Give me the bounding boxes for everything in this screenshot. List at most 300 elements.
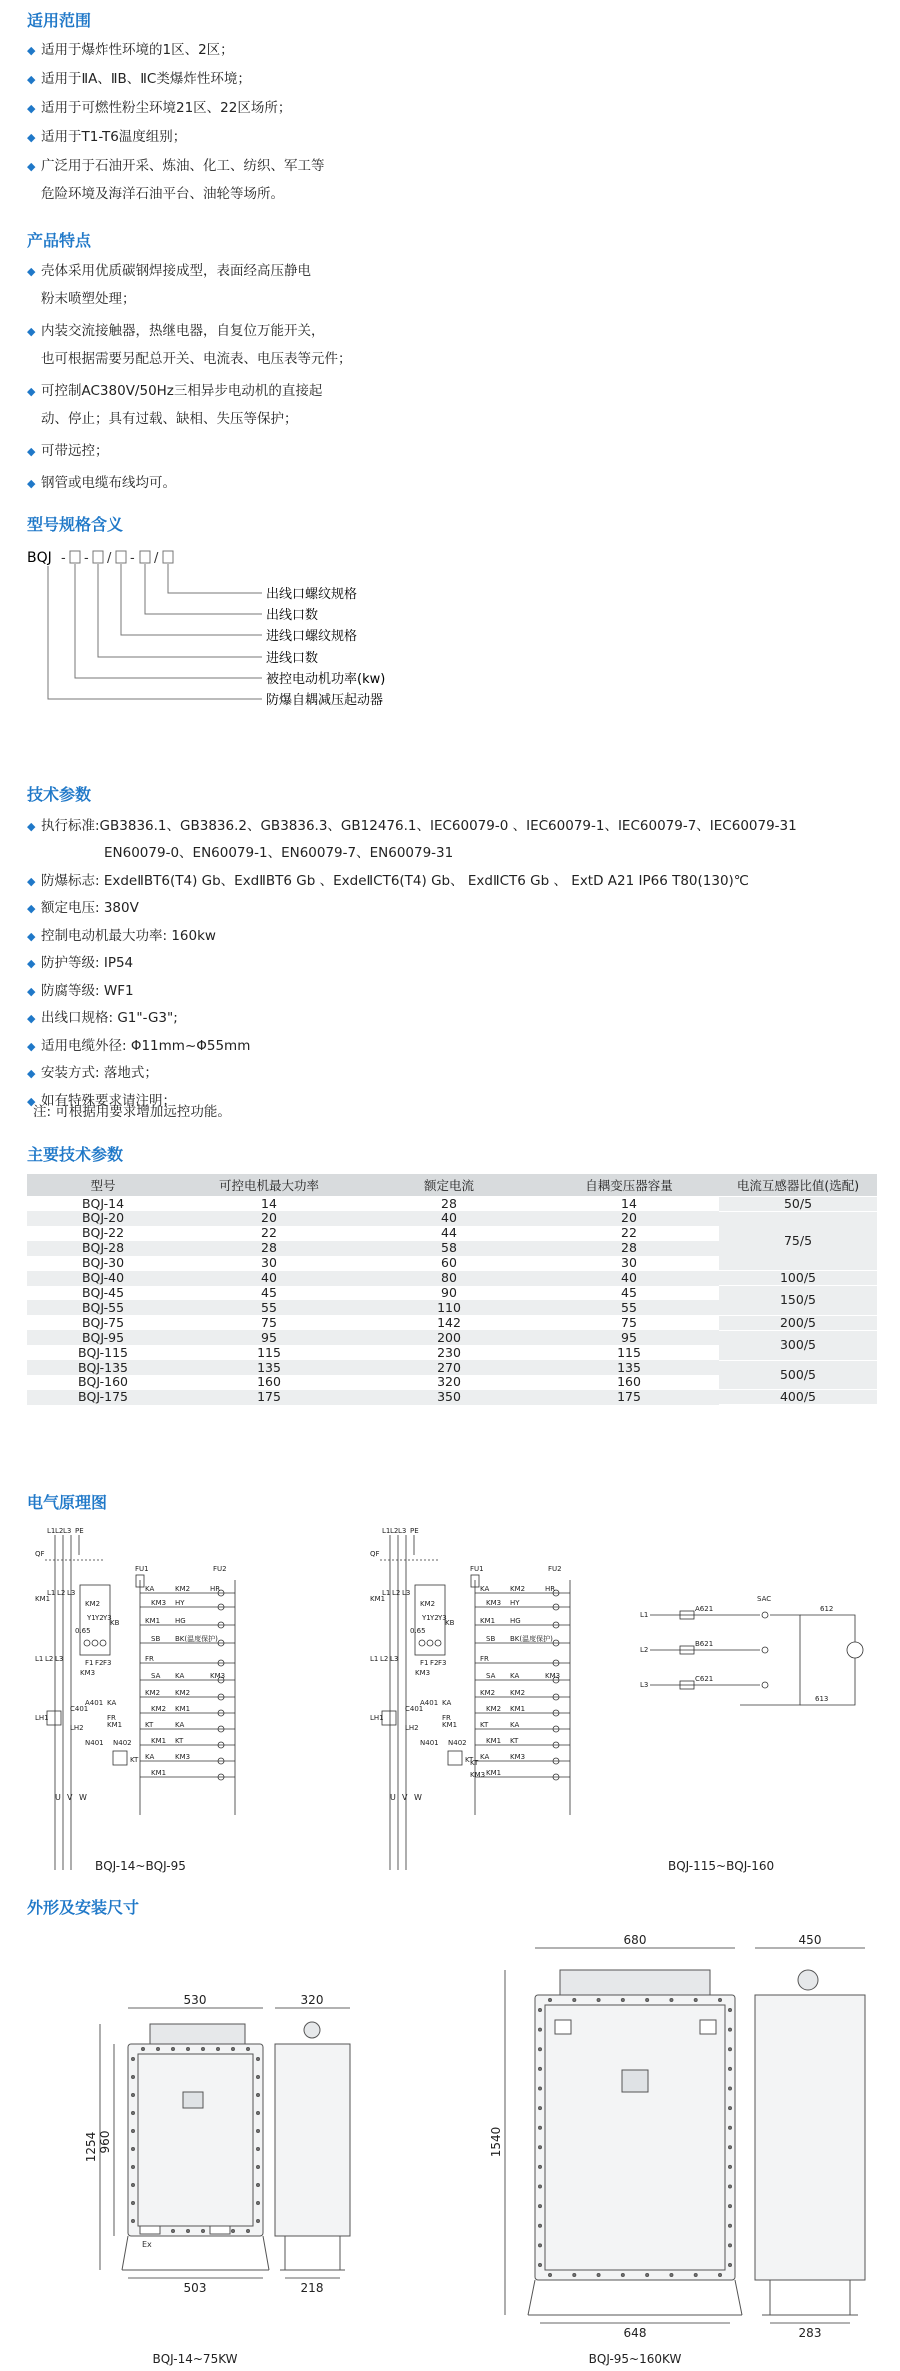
cable-gland-box	[560, 1970, 710, 1995]
schematic-heading: 电气原理图	[27, 1493, 108, 1512]
scope-item-text: 广泛用于石油开采、炼油、化工、纺织、军工等	[41, 158, 325, 174]
dimension-label: 503	[183, 2281, 207, 2295]
svg-text:-: -	[130, 551, 135, 566]
schematic-label: L2	[57, 1589, 66, 1597]
bullet-icon: ◆	[27, 445, 36, 458]
tech-item	[27, 953, 133, 974]
table-cell: BQJ-95	[27, 1330, 179, 1345]
diagram-line	[729, 2048, 732, 2051]
schematic-label: V	[67, 1793, 73, 1802]
bullet-icon: ◆	[27, 160, 36, 173]
diagram-line	[84, 1640, 90, 1646]
diagram-line	[128, 2044, 263, 2236]
schematic-label: L2	[55, 1527, 64, 1535]
table-cell: 90	[441, 1285, 457, 1300]
ct-ratio-cell: 150/5	[719, 1286, 877, 1316]
schematic-label: L3	[55, 1655, 64, 1663]
schematic-label: HY	[510, 1599, 520, 1607]
diagram-line	[132, 2112, 135, 2115]
table-cell: 200	[359, 1330, 539, 1345]
table-cell: BQJ-175	[27, 1390, 179, 1405]
tech-item	[27, 816, 797, 837]
schematic-label: QF	[370, 1550, 380, 1558]
schematic-label: L2	[390, 1527, 399, 1535]
schematic-label: KA	[175, 1672, 185, 1680]
diagram-line	[132, 2148, 135, 2151]
scope-item-text: 适用于ⅡA、ⅡB、ⅡC类爆炸性环境；	[41, 71, 251, 87]
features-item	[27, 321, 325, 342]
schematic-label: Y3	[103, 1614, 112, 1622]
table-row	[27, 1390, 877, 1405]
features-item	[27, 441, 109, 462]
features-item-continuation: 也可根据需要另配总开关、电流表、电压表等元件；	[41, 351, 352, 367]
gland-icon	[304, 2022, 320, 2038]
table-cell: 55	[179, 1300, 359, 1315]
schematic-label: KA	[510, 1672, 520, 1680]
schematic-label: FR	[480, 1655, 489, 1663]
schematic-label: KM1	[151, 1769, 167, 1777]
bullet-icon: ◆	[27, 102, 36, 115]
schematic-label: L3	[640, 1681, 649, 1689]
diagram-line	[539, 2107, 542, 2110]
bullet-icon: ◆	[27, 1067, 36, 1080]
diagram-line	[435, 1640, 441, 1646]
schematic-label: KM2	[420, 1600, 436, 1608]
diagram-line	[257, 2202, 260, 2205]
tech-item-text: 执行标准:GB3836.1、GB3836.2、GB3836.3、GB12476.1、IEC60079-0 、IEC60079-1、IEC60079-7、IEC60079-31	[41, 818, 797, 834]
schematic-label: HR	[210, 1585, 221, 1593]
diagram-line	[539, 2185, 542, 2188]
ct-ratio-cell: 500/5	[719, 1360, 877, 1390]
diagram-line	[729, 2165, 732, 2168]
diagram-line	[539, 2028, 542, 2031]
model-label-4: 进线口数	[266, 651, 319, 666]
table-header-cell: 型号	[27, 1174, 179, 1196]
diagram-line	[132, 2094, 135, 2097]
schematic-label: F1	[420, 1659, 429, 1667]
diagram-line	[257, 2112, 260, 2115]
schematic-label: N402	[448, 1739, 467, 1747]
table-cell: 20	[539, 1211, 719, 1226]
diagram-line	[729, 2185, 732, 2188]
side-stand	[762, 2280, 858, 2315]
diagram-line	[573, 1999, 576, 2002]
schematic-label: A401	[85, 1699, 104, 1707]
schematic-label: 0.65	[410, 1627, 426, 1635]
diagram-line	[729, 2126, 732, 2129]
bullet-icon: ◆	[27, 929, 36, 943]
diagram-line	[539, 2224, 542, 2227]
table-cell: 22	[261, 1225, 277, 1241]
table-cell: 110	[359, 1300, 539, 1315]
diagram-line	[100, 1640, 106, 1646]
scope-item-continuation: 危险环境及海洋石油平台、油轮等场所。	[41, 186, 284, 202]
diagram-line	[257, 2148, 260, 2151]
schematic-label: KM1	[442, 1721, 458, 1729]
features-item-text: 钢管或电缆布线均可。	[41, 475, 176, 491]
table-header-cell: 电流互感器比值(选配)	[719, 1174, 877, 1196]
model-label-1: 出线口螺纹规格	[266, 587, 358, 602]
schematic-label: L1	[35, 1655, 44, 1663]
table-cell: BQJ-28	[27, 1241, 179, 1256]
bullet-icon: ◆	[27, 984, 36, 998]
schematic-label: KM2	[175, 1585, 191, 1593]
tech-item-text: 如有特殊要求请注明；	[41, 1092, 176, 1109]
diagram-line	[597, 1999, 600, 2002]
diagram-line	[762, 1612, 768, 1618]
table-header-cell: 额定电流	[359, 1174, 539, 1196]
tech-item	[27, 1008, 178, 1029]
schematic-label: FU1	[470, 1565, 484, 1573]
side-stand	[280, 2236, 345, 2270]
tech-item-text: 控制电动机最大功率: 160kw	[41, 927, 216, 944]
dimension-caption-small: BQJ-14~75KW	[152, 2352, 238, 2366]
table-row	[27, 1286, 877, 1301]
dimension-label: 218	[300, 2281, 324, 2295]
dimension-label: 450	[798, 1933, 822, 1947]
schematic-label: FR	[145, 1655, 154, 1663]
ct-ratio-cell: 75/5	[719, 1211, 877, 1271]
schematic-label: KM2	[145, 1689, 161, 1697]
diagram-line	[132, 2166, 135, 2169]
diagram-line	[729, 2244, 732, 2247]
table-cell: 80	[359, 1271, 539, 1286]
diagram-line	[232, 2048, 235, 2051]
diagram-line	[539, 2264, 542, 2267]
schematic-label: KM2	[510, 1689, 526, 1697]
diagram-line	[257, 2076, 260, 2079]
schematic-label: Y1	[87, 1614, 96, 1622]
table-cell: 75	[261, 1314, 277, 1330]
schematic-label: N401	[420, 1739, 439, 1747]
diagram-line	[729, 2205, 732, 2208]
table-header-cell: 可控电机最大功率	[179, 1174, 359, 1196]
table-cell: 22	[621, 1225, 637, 1241]
diagram-line	[621, 2274, 624, 2277]
scope-item	[27, 40, 234, 61]
diagram-line	[597, 2274, 600, 2277]
table-cell: 230	[437, 1344, 461, 1360]
schematic-label: LH1	[370, 1714, 384, 1722]
schematic-label: Y2	[430, 1614, 439, 1622]
bullet-icon: ◆	[27, 325, 36, 338]
tech-item-text: 适用电缆外径: Φ11mm~Φ55mm	[41, 1037, 251, 1054]
diagram-line	[172, 2230, 175, 2233]
dimension-drawings	[0, 1920, 900, 2370]
schematic-label: A401	[420, 1699, 439, 1707]
dimension-caption-large: BQJ-95~160KW	[588, 2352, 682, 2366]
schematic-label: L2	[640, 1646, 649, 1654]
schematic-label: QF	[35, 1550, 45, 1558]
schematic-label: FR	[442, 1714, 451, 1722]
schematic-label: PE	[75, 1527, 84, 1535]
bullet-icon: ◆	[27, 1012, 36, 1025]
schematic-label: KA	[442, 1699, 452, 1707]
bullet-icon: ◆	[27, 265, 36, 278]
dimension-label: 960	[98, 2130, 112, 2154]
schematic-label: 0.65	[75, 1627, 91, 1635]
tech-item-text: 额定电压: 380V	[41, 900, 139, 916]
bullet-icon: ◆	[27, 477, 36, 490]
schematic-label: KM3	[415, 1669, 431, 1677]
table-cell: BQJ-20	[27, 1211, 179, 1226]
diagram-line	[573, 2274, 576, 2277]
table-cell: 142	[437, 1314, 461, 1330]
diagram-line	[132, 2220, 135, 2223]
handle-icon	[183, 2092, 203, 2108]
schematic-label: V	[402, 1793, 408, 1802]
schematic-label: N402	[113, 1739, 132, 1747]
diagram-line	[92, 1640, 98, 1646]
diagram-line	[535, 1995, 735, 2280]
scope-item-text: 适用于爆炸性环境的1区、2区；	[41, 42, 234, 58]
table-cell: 135	[179, 1360, 359, 1375]
table-row	[27, 1330, 877, 1345]
bullet-icon: ◆	[27, 44, 36, 57]
ex-mark: Ex	[142, 2240, 152, 2249]
schematic-label: N401	[85, 1739, 104, 1747]
table-cell: 40	[179, 1271, 359, 1286]
schematic-label: KA	[145, 1753, 155, 1761]
table-cell: BQJ-115	[77, 1344, 129, 1360]
table-cell: 28	[441, 1195, 457, 1211]
table-cell: 40	[359, 1211, 539, 1226]
model-label-6: 防爆自耦减压起动器	[266, 693, 384, 708]
diagram-line	[382, 1711, 396, 1725]
table-cell: BQJ-160	[77, 1374, 129, 1390]
diagram-line	[172, 2048, 175, 2051]
table-cell: 95	[539, 1330, 719, 1345]
diagram-line	[621, 1999, 624, 2002]
table-cell: 40	[539, 1271, 719, 1286]
schematic-label: KT	[480, 1721, 489, 1729]
table-cell: 270	[359, 1360, 539, 1375]
table-row	[27, 1211, 877, 1226]
diagram-line	[729, 2264, 732, 2267]
svg-text:-: -	[84, 551, 89, 566]
bullet-icon: ◆	[27, 874, 36, 888]
dimension-label: 680	[623, 1933, 647, 1947]
dimension-label: 1540	[489, 2126, 503, 2158]
diagram-line	[202, 2048, 205, 2051]
schematic-label: SA	[151, 1672, 161, 1680]
schematic-label: L1	[47, 1527, 56, 1535]
schematic-label: KM1	[35, 1595, 51, 1603]
features-item	[27, 381, 322, 402]
tech-item	[27, 871, 749, 892]
table-row	[27, 1315, 877, 1330]
schematic-label: A621	[695, 1605, 714, 1613]
schematic-label: KM1	[486, 1769, 502, 1777]
schematic-label: KT	[510, 1737, 519, 1745]
features-item-text: 内装交流接触器，热继电器，自复位万能开关，	[41, 323, 325, 339]
tech-item-text: 防爆标志: ExdeⅡBT6(T4) Gb、ExdⅡBT6 Gb 、ExdeⅡCT6(T4) Gb、 ExdⅡCT6 Gb 、 ExtD A21 IP66 T80(130)℃	[41, 872, 749, 889]
table-cell: 44	[441, 1225, 457, 1241]
schematic-label: KA	[480, 1585, 490, 1593]
schematic-label: HY	[175, 1599, 185, 1607]
diagram-line	[729, 2146, 732, 2149]
nameplate-icon	[140, 2226, 160, 2234]
nameplate-icon	[210, 2226, 230, 2234]
diagram-line	[729, 2087, 732, 2090]
diagram-line	[719, 2274, 722, 2277]
diagram-line	[539, 2067, 542, 2070]
bullet-icon: ◆	[27, 131, 36, 144]
cabinet-front	[128, 2044, 263, 2236]
table-cell: 45	[621, 1285, 637, 1300]
schematic-label: KA	[510, 1721, 520, 1729]
schematic-label: FU1	[135, 1565, 149, 1573]
schematic-label: L3	[390, 1655, 399, 1663]
schematic-label: KM1	[145, 1617, 161, 1625]
diagram-line	[257, 2058, 260, 2061]
schematic-label: SB	[486, 1635, 496, 1643]
table-cell: BQJ-22	[81, 1225, 125, 1241]
diagram-line	[549, 2274, 552, 2277]
schematic-label: KT	[145, 1721, 154, 1729]
schematic-label: KM3	[545, 1672, 561, 1680]
diagram-line	[646, 1999, 649, 2002]
diagram-line	[694, 1999, 697, 2002]
schematic-label: L1	[370, 1655, 379, 1663]
schematic-label: L2	[380, 1655, 389, 1663]
diagram-line	[762, 1682, 768, 1688]
schematic-label: KM3	[510, 1753, 526, 1761]
table-row	[27, 1196, 877, 1211]
diagram-line	[729, 2028, 732, 2031]
tech-item	[27, 1036, 250, 1057]
schematic-label: L3	[398, 1527, 407, 1535]
bullet-icon: ◆	[27, 1039, 36, 1053]
schematic-label: F3	[438, 1659, 447, 1667]
indicator-icon	[700, 2020, 716, 2034]
schematic-label: KT	[470, 1759, 479, 1767]
diagram-line	[539, 2205, 542, 2208]
table-cell: 115	[257, 1344, 281, 1360]
diagram-line	[670, 1999, 673, 2002]
cabinet-front	[535, 1995, 735, 2280]
main-params-table	[27, 1174, 877, 1405]
table-cell: 28	[539, 1241, 719, 1256]
tech-item	[27, 926, 216, 947]
schematic-label: KM2	[486, 1705, 502, 1713]
features-heading: 产品特点	[27, 231, 92, 250]
tech-item	[27, 981, 134, 1002]
diagram-line	[762, 1647, 768, 1653]
diagram-line	[539, 2146, 542, 2149]
table-cell: 320	[437, 1374, 461, 1390]
schematic-label: KM2	[480, 1689, 496, 1697]
table-cell: 350	[359, 1390, 539, 1405]
diagram-line	[427, 1640, 433, 1646]
diagram-line	[132, 2058, 135, 2061]
table-cell: BQJ-40	[27, 1271, 179, 1286]
diagram-line	[539, 2165, 542, 2168]
dimension-label: 320	[300, 1993, 324, 2007]
schematic-label: SB	[151, 1635, 161, 1643]
dimension-label: 530	[183, 1993, 207, 2007]
diagram-line	[247, 2230, 250, 2233]
schematic-label: KM1	[480, 1617, 496, 1625]
table-cell: 55	[539, 1300, 719, 1315]
schematic-label: SA	[486, 1672, 496, 1680]
table-cell: 175	[539, 1390, 719, 1405]
schematic-label: KT	[175, 1737, 184, 1745]
schematic-label: FU2	[548, 1565, 562, 1573]
table-cell: 175	[179, 1390, 359, 1405]
tech-note: 注: 可根据用要求增加远控功能。	[33, 1104, 231, 1120]
schematic-label: KA	[145, 1585, 155, 1593]
diagram-line	[132, 2130, 135, 2133]
table-header-cell: 自耦变压器容量	[539, 1174, 719, 1196]
schematic-label: L1	[382, 1589, 391, 1597]
schematic-label: F1	[85, 1659, 94, 1667]
cabinet-stand	[528, 2280, 742, 2315]
diagram-line	[257, 2094, 260, 2097]
diagram-line	[740, 1615, 800, 1705]
cable-gland-box	[150, 2024, 245, 2044]
schematic-label: 612	[820, 1605, 834, 1613]
schematic-label: W	[414, 1793, 422, 1802]
schematic-label: KM3	[470, 1771, 486, 1779]
schematic-label: KM2	[175, 1689, 191, 1697]
table-cell: 160	[257, 1374, 281, 1390]
diagram-line	[142, 2048, 145, 2051]
tech-item	[27, 1063, 158, 1084]
diagram-line	[257, 2220, 260, 2223]
table-row	[27, 1360, 877, 1375]
schematic-label: KM1	[107, 1721, 123, 1729]
schematic-caption-left: BQJ-14~BQJ-95	[95, 1859, 186, 1873]
schematic-label: L3	[63, 1527, 72, 1535]
table-cell: BQJ-14	[81, 1195, 125, 1211]
diagram-line	[132, 2202, 135, 2205]
ct-ratio-cell: 200/5	[719, 1315, 877, 1330]
features-item-text: 壳体采用优质碳钢焊接成型，表面经高压静电	[41, 263, 311, 279]
schematic-label: L1	[382, 1527, 391, 1535]
schematic-label: KT	[130, 1756, 139, 1764]
diagram-line	[694, 2274, 697, 2277]
table-cell: BQJ-30	[81, 1255, 125, 1271]
features-item-continuation: 粉末喷塑处理；	[41, 291, 136, 307]
scope-item	[27, 156, 325, 177]
schematic-label: F3	[103, 1659, 112, 1667]
ct-ratio-cell: 50/5	[719, 1196, 877, 1211]
diagram-line	[257, 2166, 260, 2169]
schematic-label: U	[55, 1793, 61, 1802]
schematic-group	[380, 1535, 570, 1870]
schematic-label: BK(温度保护)	[175, 1635, 218, 1643]
schematic-label: KM1	[510, 1705, 526, 1713]
dimensions-heading: 外形及安装尺寸	[27, 1898, 140, 1917]
diagram-line	[217, 2048, 220, 2051]
diagram-line	[670, 2274, 673, 2277]
features-item-continuation: 动、停止；具有过载、缺相、失压等保护；	[41, 411, 298, 427]
diagram-line	[232, 2230, 235, 2233]
schematic-label: L2	[392, 1589, 401, 1597]
schematic-label: KB	[445, 1619, 455, 1627]
schematic-label: F2	[95, 1659, 104, 1667]
schematic-label: U	[390, 1793, 396, 1802]
schematic-label: KM1	[175, 1705, 191, 1713]
schematic-label: KM2	[85, 1600, 101, 1608]
diagram-line	[187, 2048, 190, 2051]
scope-item-text: 适用于可燃性粉尘环境21区、22区场所；	[41, 100, 292, 116]
diagram-line	[448, 1751, 462, 1765]
ct-ratio-cell: 300/5	[719, 1330, 877, 1360]
schematic-label: KM3	[80, 1669, 96, 1677]
table-cell: 75	[621, 1314, 637, 1330]
